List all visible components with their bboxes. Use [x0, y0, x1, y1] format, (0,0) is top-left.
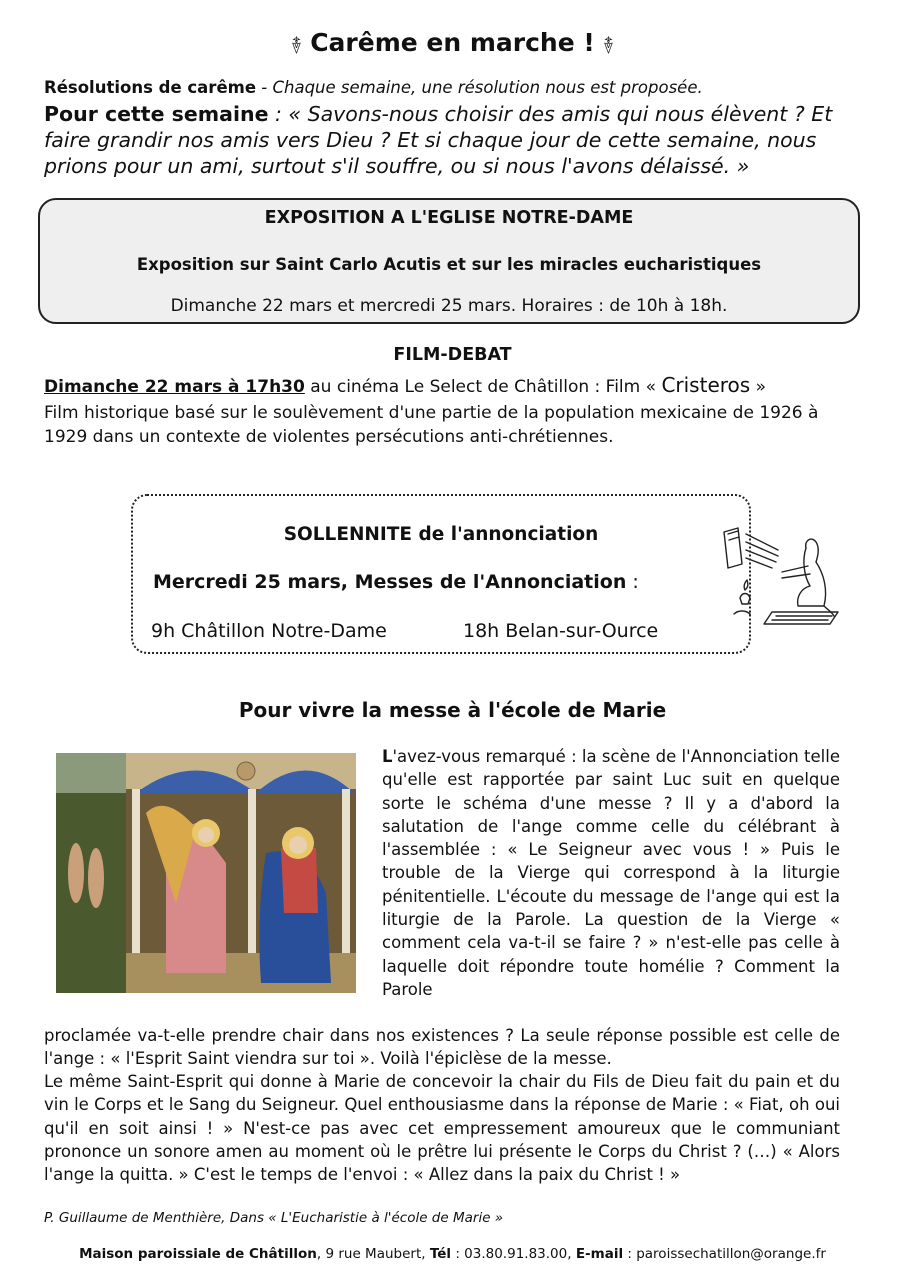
marie-paragraph-full: proclamée va-t-elle prendre chair dans nos existences ? La seule réponse possible est celle de l'ange : « l'Esprit Saint viendra sur toi ». Voilà l'épiclèse de la messe. — [44, 1026, 840, 1069]
exposition-box — [38, 198, 860, 324]
film-name: Cristeros — [661, 373, 751, 397]
film-date: Dimanche 22 mars à 17h30 — [44, 377, 305, 397]
drop-letter: L — [382, 747, 393, 766]
mass-time-belan: 18h Belan-sur-Ource — [463, 620, 659, 642]
film-title: FILM-DEBAT — [393, 345, 512, 365]
ornament-right-icon: ࿈ — [603, 32, 614, 56]
resolutions-intro-text: - Chaque semaine, une résolution nous est proposée. — [256, 78, 703, 97]
footer-address: , 9 rue Maubert, — [316, 1246, 430, 1262]
annonciation-box — [131, 494, 751, 654]
resolutions-label: Résolutions de carême — [44, 78, 257, 97]
film-quote-close: » — [750, 377, 766, 397]
annonciation-masses — [153, 571, 639, 593]
film-info — [44, 373, 766, 397]
film-venue: au cinéma Le Select de Châtillon : Film « — [304, 377, 662, 397]
marie-paragraph-right-text: 'avez-vous remarqué : la scène de l'Annonciation telle qu'elle est rapportée par saint Luc suit en quelque sorte le schéma d'une messe ? Il y a d'abord la salutation de l'ange comme celle du célébrant à l'assemblée : « Le Seigneur avec vous ! » Puis le trouble de la Vierge qui correspond à la liturgie pénitentielle. L'écoute du message de l'ange qui est la liturgie de la Parole. La question de la Vierge « comment cela va-t-il se faire ? » n'est-elle pas celle à laquelle doit répondre toute homélie ? Comment la Parole — [382, 747, 840, 999]
exposition-title: EXPOSITION A L'EGLISE NOTRE-DAME — [264, 208, 634, 228]
marie-paragraph-full-2: Le même Saint-Esprit qui donne à Marie de concevoir la chair du Fils de Dieu fait du pain et du vin le Corps et le Sang du Seigneur. Quel enthousiasme dans la réponse de Marie : « Fiat, oh oui qu'il en soit ainsi ! » N'est-ce pas avec cet empressement amoureux que le communiant prononce un sonore amen au moment où le prêtre lui présente le Corps du Christ ? (…) « Alors l'ange la quitta. » C'est le temps de l'envoi : « Allez dans la paix du Christ ! » — [44, 1072, 840, 1185]
resolution-of-week — [44, 101, 864, 179]
annonciation-colon: : — [626, 571, 639, 593]
resolution-text: : « Savons-nous choisir des amis qui nous élèvent ? Et faire grandir nos amis vers Dieu ? Et si chaque jour de cette semaine, nous prions pour un ami, surtout s'il souffre, ou si nous l'avons délaissé. » — [44, 102, 833, 178]
page-title-text: Carême en marche ! — [310, 28, 595, 57]
citation: P. Guillaume de Menthière, Dans « L'Eucharistie à l'école de Marie » — [44, 1210, 504, 1226]
footer — [0, 1246, 905, 1262]
resolution-lead: Pour cette semaine — [44, 102, 269, 126]
praying-mary-drawing — [720, 520, 840, 635]
annonciation-title: SOLLENNITE de l'annonciation — [283, 524, 599, 545]
footer-email-label: E-mail — [575, 1246, 624, 1262]
footer-org: Maison paroissiale de Châtillon — [79, 1246, 317, 1262]
mass-time-chatillon: 9h Châtillon Notre-Dame — [151, 620, 387, 642]
annunciation-painting-image — [56, 753, 356, 993]
exposition-subtitle: Exposition sur Saint Carlo Acutis et sur les miracles eucharistiques — [136, 255, 762, 274]
annonciation-masses-label: Mercredi 25 mars, Messes de l'Annonciation — [153, 571, 627, 593]
ornament-left-icon: ࿈ — [291, 32, 302, 56]
footer-tel-label: Tél — [429, 1246, 452, 1262]
page-title — [0, 22, 905, 78]
film-description: Film historique basé sur le soulèvement d'une partie de la population mexicaine de 1926 à 1929 dans un contexte de violentes persécutions anti-chrétiennes. — [44, 403, 819, 447]
marie-paragraph-right — [382, 745, 840, 1001]
resolutions-intro — [44, 78, 703, 97]
marie-section-title: Pour vivre la messe à l'école de Marie — [238, 698, 667, 722]
exposition-dates: Dimanche 22 mars et mercredi 25 mars. Horaires : de 10h à 18h. — [170, 296, 728, 316]
footer-email[interactable]: : paroissechatillon@orange.fr — [623, 1246, 826, 1262]
footer-tel: : 03.80.91.83.00, — [451, 1246, 576, 1262]
